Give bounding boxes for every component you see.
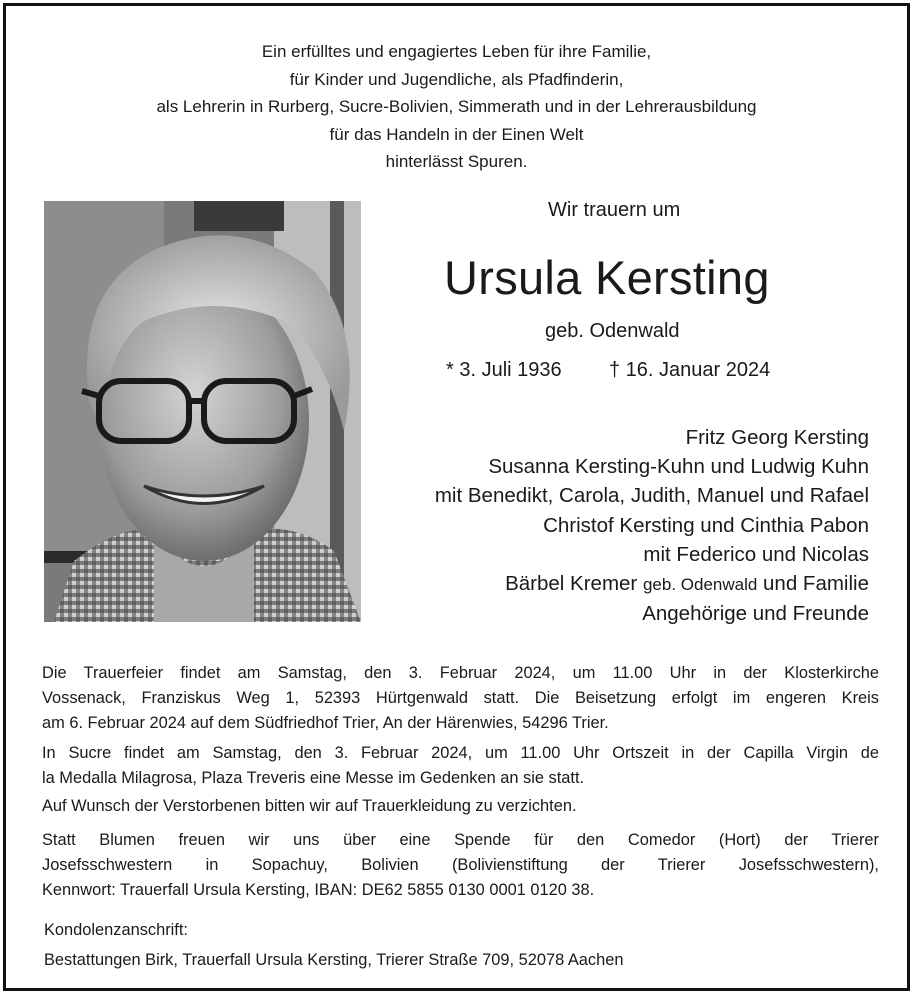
paragraph-line: Die Trauerfeier findet am Samstag, den 3. Februar 2024, um 11.00 Uhr in der Klosterkirche <box>42 664 879 682</box>
motto-line: für das Handeln in der Einen Welt <box>329 124 584 144</box>
mourner-line: Fritz Georg Kersting <box>685 426 869 449</box>
mourner-line: Angehörige und Freunde <box>642 602 869 626</box>
maiden-name: geb. Odenwald <box>545 320 680 342</box>
condolence-address-line: Bestattungen Birk, Trauerfall Ursula Kersting, Trierer Straße 709, 52078 Aachen <box>44 951 624 969</box>
mourner-maiden-name: geb. Odenwald <box>642 575 758 595</box>
condolence-label: Kondolenzanschrift: <box>44 921 188 939</box>
mourner-line: mit Federico und Nicolas <box>643 542 869 566</box>
paragraph-line: Josefsschwestern in Sopachuy, Bolivien (Bolivienstiftung der Trierer Josefsschwestern), <box>42 855 879 874</box>
intro-text: Wir trauern um <box>548 199 681 221</box>
dress-request-paragraph <box>42 794 879 819</box>
mourner-line: Christof Kersting und Cinthia Pabon <box>543 513 869 537</box>
paragraph-line: am 6. Februar 2024 auf dem Südfriedhof Trier, An der Härenwies, 54296 Trier. <box>42 713 609 732</box>
portrait-photo <box>44 201 361 622</box>
mourner-suffix: und Familie <box>757 572 869 596</box>
mourner-line <box>435 569 869 599</box>
mass-info-paragraph <box>42 741 879 791</box>
donation-paragraph <box>42 828 879 902</box>
paragraph-line: In Sucre findet am Samstag, den 3. Februar 2024, um 11.00 Uhr Ortszeit in der Capilla Virgin de <box>42 744 879 762</box>
birth-date: * 3. Juli 1936 <box>446 359 562 381</box>
mourner-line: mit Benedikt, Carola, Judith, Manuel und Rafael <box>434 484 869 508</box>
funeral-info-paragraph <box>42 661 879 735</box>
obituary-notice <box>3 3 910 991</box>
paragraph-line: Vossenack, Franziskus Weg 1, 52393 Hürtgenwald statt. Die Beisetzung erfolgt im engeren Kreis <box>42 688 879 707</box>
motto-line: hinterlässt Spuren. <box>385 152 528 171</box>
death-date: † 16. Januar 2024 <box>609 359 771 381</box>
mourner-name: Bärbel Kremer <box>505 572 643 596</box>
motto-line: für Kinder und Jugendliche, als Pfadfinderin, <box>289 69 624 89</box>
motto <box>6 38 907 176</box>
life-dates <box>446 359 771 382</box>
motto-line: als Lehrerin in Rurberg, Sucre-Bolivien, Simmerath und in der Lehrerausbildung <box>156 97 757 116</box>
condolence-address <box>44 915 623 975</box>
mourners-list <box>435 423 869 628</box>
paragraph-line: Statt Blumen freuen wir uns über eine Spende für den Comedor (Hort) der Trierer <box>42 831 879 849</box>
motto-line: Ein erfülltes und engagiertes Leben für ihre Familie, <box>261 42 652 61</box>
deceased-name: Ursula Kersting <box>444 251 770 304</box>
paragraph-line: Kennwort: Trauerfall Ursula Kersting, IBAN: DE62 5855 0130 0001 0120 38. <box>42 880 595 899</box>
mourner-line: Susanna Kersting-Kuhn und Ludwig Kuhn <box>488 455 869 479</box>
paragraph-line: la Medalla Milagrosa, Plaza Treveris eine Messe im Gedenken an sie statt. <box>42 768 585 787</box>
paragraph-line: Auf Wunsch der Verstorbenen bitten wir auf Trauerkleidung zu verzichten. <box>42 797 577 815</box>
